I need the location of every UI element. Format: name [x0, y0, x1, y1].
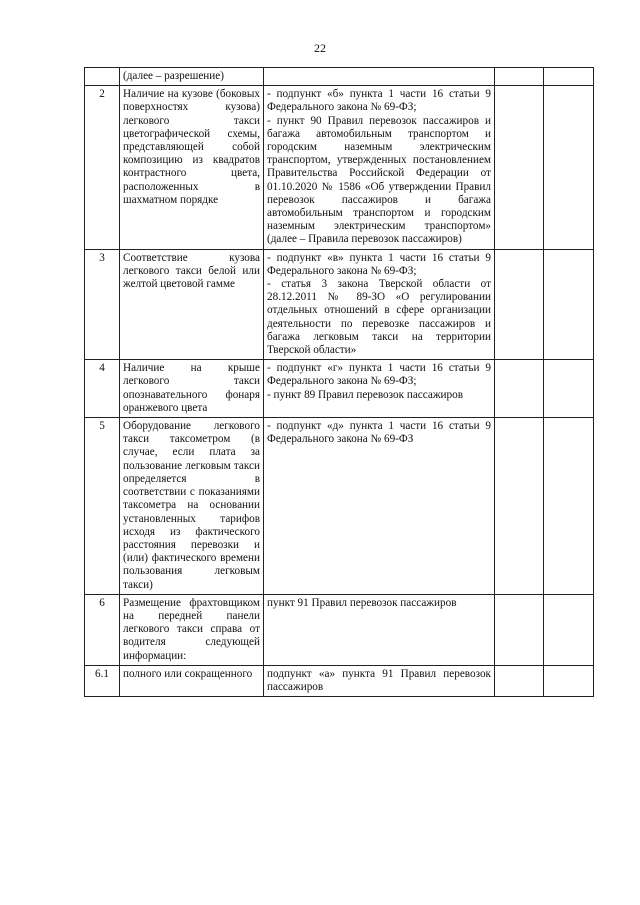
reference-cell [264, 68, 495, 86]
requirement-cell [120, 665, 264, 696]
row-number [85, 68, 120, 86]
reference-text: - подпункт «б» пункта 1 части 16 статьи 9 Федерального закона № 69-ФЗ; [267, 88, 491, 114]
empty-cell [544, 360, 594, 418]
empty-cell [544, 594, 594, 665]
empty-cell [544, 249, 594, 360]
requirement-cell [120, 360, 264, 418]
requirement-cell [120, 86, 264, 249]
requirement-text: Размещение фрахтовщиком на передней панели легкового такси справа от водителя следующей информации: [123, 596, 260, 662]
empty-cell [495, 665, 544, 696]
row-number: 5 [85, 418, 120, 595]
reference-cell [264, 594, 495, 665]
reference-text: пункт 91 Правил перевозок пассажиров [267, 596, 457, 609]
requirement-text: Соответствие кузова легкового такси белой или желтой цветовой гамме [123, 251, 260, 291]
requirement-cell [120, 594, 264, 665]
empty-cell [544, 68, 594, 86]
empty-cell [544, 418, 594, 595]
empty-cell [495, 594, 544, 665]
reference-cell [264, 86, 495, 249]
requirement-text: полного или сокращенного [123, 667, 253, 680]
row-number: 6 [85, 594, 120, 665]
requirement-cell [120, 418, 264, 595]
reference-text: - подпункт «д» пункта 1 части 16 статьи 9 Федерального закона № 69-ФЗ [267, 420, 491, 446]
requirements-table [84, 67, 594, 697]
reference-text: - пункт 90 Правил перевозок пассажиров и багажа автомобильным транспортом и городским наземным электрическим транспортом, утвержденных постановлением Правительства Российской Федерации от 01.10.2020 № 1586 «Об утверждении Правил перевозок пассажиров и багажа автомобильным транспортом и городским наземным электрическим транспортом» (далее – Правила перевозок пассажиров) [267, 114, 491, 246]
reference-cell [264, 418, 495, 595]
requirement-cell [120, 68, 264, 86]
reference-cell [264, 665, 495, 696]
reference-cell [264, 360, 495, 418]
requirement-text: Оборудование легкового такси таксометром (в случае, если плата за пользование легковым такси определяется в соответствии с показаниями таксометра на основании установленных тарифов исходя из фактического расстояния перевозки и (или) фактического времени пользования легковым такси) [123, 420, 260, 591]
reference-cell [264, 249, 495, 360]
requirement-cell [120, 249, 264, 360]
reference-text: подпункт «а» пункта 91 Правил перевозок пассажиров [267, 667, 491, 693]
empty-cell [495, 249, 544, 360]
empty-cell [495, 360, 544, 418]
reference-text: - статья 3 закона Тверской области от 28.12.2011 № 89-ЗО «О регулировании отдельных отношений в сфере организации деятельности по перевозке пассажиров и багажа легковым такси на территории Тверской области» [267, 278, 491, 357]
reference-text: - подпункт «г» пункта 1 части 16 статьи 9 Федерального закона № 69-ФЗ; [267, 362, 491, 388]
empty-cell [544, 86, 594, 249]
table-row [85, 665, 594, 696]
page-number: 22 [314, 41, 326, 55]
table-row [85, 86, 594, 249]
empty-cell [495, 86, 544, 249]
table-row [85, 249, 594, 360]
table-row [85, 594, 594, 665]
row-number: 3 [85, 249, 120, 360]
row-number: 4 [85, 360, 120, 418]
requirement-text: (далее – разрешение) [123, 70, 224, 82]
table-row [85, 360, 594, 418]
reference-text: - пункт 89 Правил перевозок пассажиров [267, 388, 463, 401]
row-number: 6.1 [85, 665, 120, 696]
table-row [85, 68, 594, 86]
row-number: 2 [85, 86, 120, 249]
requirement-text: Наличие на крыше легкового такси опознавательного фонаря оранжевого цвета [123, 362, 260, 414]
table-row [85, 418, 594, 595]
reference-text: - подпункт «в» пункта 1 части 16 статьи 9 Федерального закона № 69-ФЗ; [267, 251, 491, 277]
empty-cell [544, 665, 594, 696]
requirement-text: Наличие на кузове (боковых поверхностях кузова) легкового такси цветографической схемы, представляющей собой композицию из квадратов контрастного цвета, расположенных в шахматном порядке [123, 88, 260, 206]
empty-cell [495, 418, 544, 595]
empty-cell [495, 68, 544, 86]
